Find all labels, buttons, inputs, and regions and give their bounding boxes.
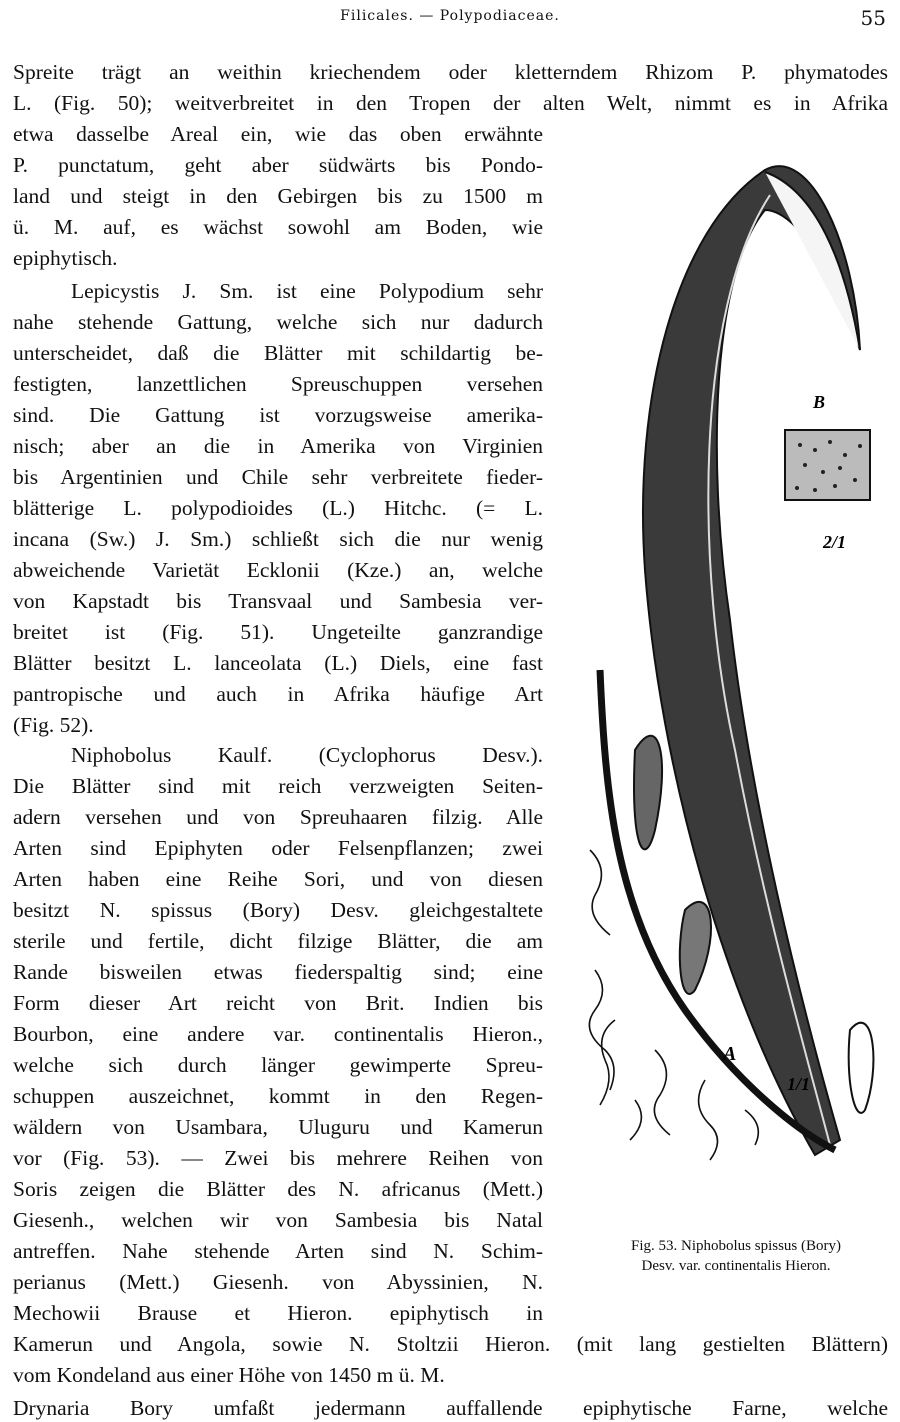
figure-caption bbox=[580, 1236, 892, 1276]
text-line: L. (Fig. 50); weitverbreitet in den Tropen der alten Welt, nimmt es in Afrika bbox=[13, 91, 888, 115]
text-line: ü. M. auf, es wächst sowohl am Boden, wie bbox=[13, 215, 543, 239]
text-line: incana (Sw.) J. Sm.) schließt sich die nur wenig bbox=[13, 527, 543, 551]
text-line: Kamerun und Angola, sowie N. Stoltzii Hieron. (mit lang gestielten Blättern) bbox=[13, 1332, 888, 1356]
text-line: Arten haben eine Reihe Sori, und von diesen bbox=[13, 867, 543, 891]
text-line: vor (Fig. 53). — Zwei bis mehrere Reihen von bbox=[13, 1146, 543, 1170]
page-number: 55 bbox=[860, 6, 886, 30]
text-line: wäldern von Usambara, Uluguru und Kamerun bbox=[13, 1115, 543, 1139]
text-line: pantropische und auch in Afrika häufige Art bbox=[13, 682, 543, 706]
text-line: nahe stehende Gattung, welche sich nur dadurch bbox=[13, 310, 543, 334]
label-a: A bbox=[723, 1043, 737, 1065]
text-line: Lepicystis J. Sm. ist eine Polypodium sehr bbox=[71, 279, 543, 303]
scale-a: 1/1 bbox=[787, 1074, 811, 1094]
text-line: besitzt N. spissus (Bory) Desv. gleichgestaltete bbox=[13, 898, 543, 922]
text-line: abweichende Varietät Ecklonii (Kze.) an, welche bbox=[13, 558, 543, 582]
text-line: epiphytisch. bbox=[13, 246, 118, 270]
text-line: Blätter besitzt L. lanceolata (L.) Diels, eine fast bbox=[13, 651, 543, 675]
text-line: Giesenh., welchen wir von Sambesia bis Natal bbox=[13, 1208, 543, 1232]
text-line: welche sich durch länger gewimperte Spreu- bbox=[13, 1053, 543, 1077]
text-line: schuppen auszeichnet, kommt in den Regen- bbox=[13, 1084, 543, 1108]
label-b: B bbox=[813, 392, 826, 412]
text-line: antreffen. Nahe stehende Arten sind N. Schim- bbox=[13, 1239, 543, 1263]
text-line: unterscheidet, daß die Blätter mit schildartig be- bbox=[13, 341, 543, 365]
text-line: sind. Die Gattung ist vorzugsweise amerika- bbox=[13, 403, 543, 427]
text-line: land und steigt in den Gebirgen bis zu 1500 m bbox=[13, 184, 543, 208]
text-line: Drynaria Bory umfaßt jedermann auffallende epiphytische Farne, welche bbox=[13, 1396, 888, 1420]
caption-line-2: Desv. var. continentalis Hieron. bbox=[641, 1258, 831, 1274]
text-line: Spreite trägt an weithin kriechendem oder kletterndem Rhizom P. phymatodes bbox=[13, 60, 888, 84]
text-line: etwa dasselbe Areal ein, wie das oben erwähnte bbox=[13, 122, 543, 146]
text-line: Rande bisweilen etwas fiederspaltig sind; eine bbox=[13, 960, 543, 984]
text-line: nisch; aber an die in Amerika von Virginien bbox=[13, 434, 543, 458]
text-line: Soris zeigen die Blätter des N. africanus (Mett.) bbox=[13, 1177, 543, 1201]
text-line: Arten sind Epiphyten oder Felsenpflanzen; zwei bbox=[13, 836, 543, 860]
caption-line-1: Fig. 53. Niphobolus spissus (Bory) bbox=[630, 1238, 842, 1254]
text-line: breitet ist (Fig. 51). Ungeteilte ganzrandige bbox=[13, 620, 543, 644]
scale-b: 2/1 bbox=[823, 532, 847, 552]
text-line: festigten, lanzettlichen Spreuschuppen versehen bbox=[13, 372, 543, 396]
text-line: blätterige L. polypodioides (L.) Hitchc. (= L. bbox=[13, 496, 543, 520]
text-line: vom Kondeland aus einer Höhe von 1450 m ü. M. bbox=[13, 1363, 445, 1387]
fern-illustration bbox=[575, 150, 895, 1230]
text-line: perianus (Mett.) Giesenh. von Abyssinien, N. bbox=[13, 1270, 543, 1294]
figure-53 bbox=[575, 150, 895, 1230]
text-line: Bourbon, eine andere var. continentalis Hieron., bbox=[13, 1022, 543, 1046]
text-line: Niphobolus Kaulf. (Cyclophorus Desv.). bbox=[71, 743, 543, 767]
text-line: (Fig. 52). bbox=[13, 713, 94, 737]
text-line: sterile und fertile, dicht filzige Blätter, die am bbox=[13, 929, 543, 953]
text-line: Form dieser Art reicht von Brit. Indien bis bbox=[13, 991, 543, 1015]
text-line: adern versehen und von Spreuhaaren filzig. Alle bbox=[13, 805, 543, 829]
text-line: Mechowii Brause et Hieron. epiphytisch in bbox=[13, 1301, 543, 1325]
text-line: bis Argentinien und Chile sehr verbreitete fieder- bbox=[13, 465, 543, 489]
leaf-blade bbox=[643, 166, 860, 1155]
text-line: Die Blätter sind mit reich verzweigten Seiten- bbox=[13, 774, 543, 798]
text-line: von Kapstadt bis Transvaal und Sambesia ver- bbox=[13, 589, 543, 613]
text-line: P. punctatum, geht aber südwärts bis Pondo- bbox=[13, 153, 543, 177]
header-title: Filicales. — Polypodiaceae. bbox=[340, 8, 560, 24]
running-header bbox=[0, 6, 900, 30]
